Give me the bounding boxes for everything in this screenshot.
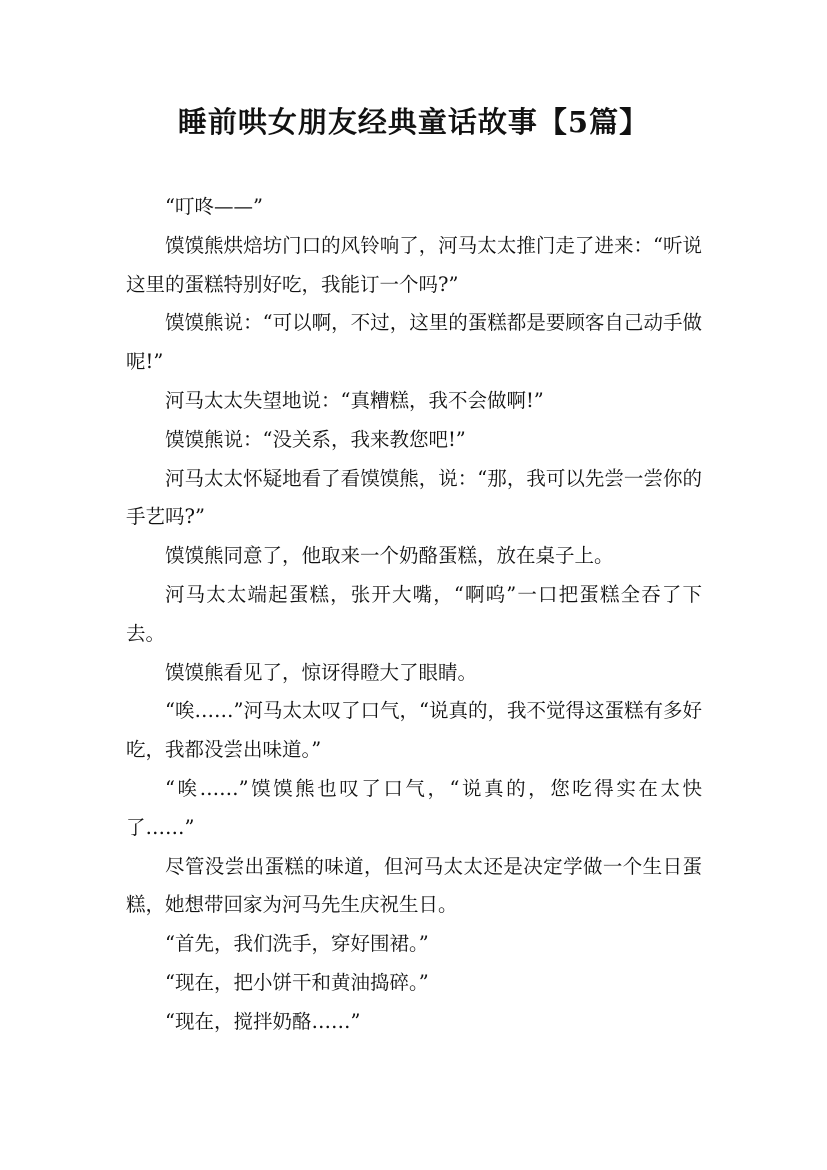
- paragraph: 馍馍熊说：“可以啊，不过，这里的蛋糕都是要顾客自己动手做呢!”: [126, 311, 702, 374]
- paragraph: 河马太太怀疑地看了看馍馍熊，说：“那，我可以先尝一尝你的手艺吗?”: [126, 466, 702, 529]
- paragraph: “叮咚——”: [165, 195, 263, 218]
- paragraph: 河马太太端起蛋糕，张开大嘴，“啊呜”一口把蛋糕全吞了下去。: [126, 582, 702, 645]
- paragraph: 馍馍熊看见了，惊讶得瞪大了眼睛。: [165, 660, 478, 684]
- paragraph: 尽管没尝出蛋糕的味道，但河马太太还是决定学做一个生日蛋糕，她想带回家为河马先生庆祝生日。: [126, 854, 702, 917]
- paragraph: “唉……”馍馍熊也叹了口气，“说真的，您吃得实在太快了……”: [126, 776, 702, 839]
- paragraph: “唉……”河马太太叹了口气，“说真的，我不觉得这蛋糕有多好吃，我都没尝出味道。”: [126, 699, 702, 762]
- document-title: 睡前哄女朋友经典童话故事【5篇】: [177, 105, 650, 139]
- paragraph: “现在，搅拌奶酪……”: [165, 1009, 361, 1033]
- paragraph: 馍馍熊说：“没关系，我来教您吧!”: [165, 427, 466, 451]
- paragraph: “首先，我们洗手，穿好围裙。”: [165, 932, 429, 956]
- document-body: [126, 188, 702, 1042]
- paragraph: 河马太太失望地说：“真糟糕，我不会做啊!”: [165, 388, 544, 412]
- paragraph: 馍馍熊同意了，他取来一个奶酪蛋糕，放在桌子上。: [165, 544, 614, 568]
- paragraph: 馍馍熊烘焙坊门口的风铃响了，河马太太推门走了进来：“听说这里的蛋糕特别好吃，我能订一个吗?”: [126, 233, 702, 296]
- paragraph: “现在，把小饼干和黄油捣碎。”: [165, 970, 429, 994]
